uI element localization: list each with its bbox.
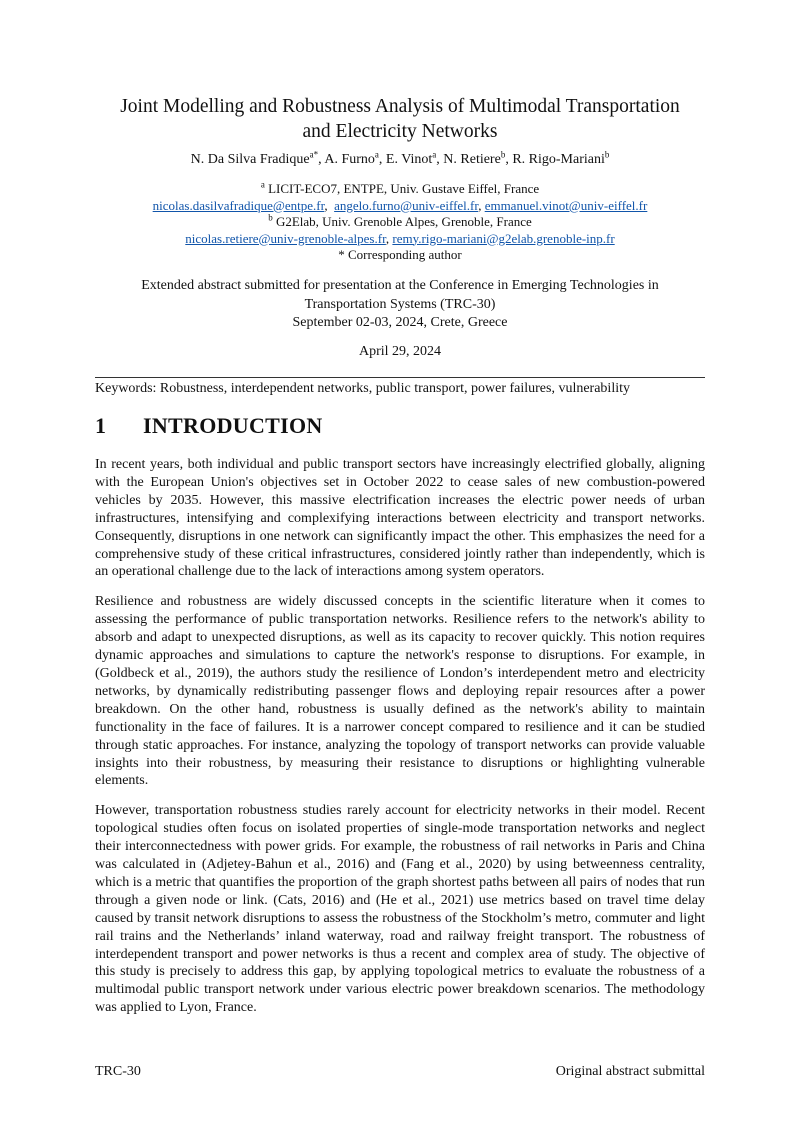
body-text: [95, 456, 705, 1029]
divider: [95, 377, 705, 378]
author: E. Vinot$^a$,: [385, 149, 444, 167]
affiliation-b-emails: nicolas.retiere@univ-grenoble-alpes.fr, remy.rigo-mariani@g2elab.grenoble-inp.fr: [185, 230, 615, 246]
email-link[interactable]: remy.rigo-mariani@g2elab.grenoble-inp.fr: [392, 230, 615, 246]
affiliations: [95, 181, 705, 264]
title-line-2: and Electricity Networks: [302, 121, 498, 142]
page-footer: [95, 1064, 705, 1080]
affiliation-a-emails: nicolas.dasilvafradique@entpe.fr, angelo.furno@univ-eiffel.fr, emmanuel.vinot@univ-eiffel.fr: [152, 197, 648, 213]
submission-line: Extended abstract submitted for presentation at the Conference in Emerging Technologies in: [141, 278, 659, 293]
author: R. Rigo-Mariani$^b$: [512, 149, 610, 167]
section-heading: [95, 413, 705, 439]
section-title: INTRODUCTION: [143, 413, 323, 438]
submission-line: September 02-03, 2024, Crete, Greece: [292, 315, 508, 330]
submission-line: Transportation Systems (TRC-30): [304, 296, 496, 312]
paragraph: However, transportation robustness studies rarely account for electricity networks in their model. Recent topological studies often focus on isolated properties of single-mode transportation networks and neglect their interconnectedness with power grids. For example, the robustness of rail networks in Paris and China was calculated in (Adjetey-Bahun et al., 2016) and (Fang et al., 2020) by using betweenness centrality, which is a metric that quantifies the proportion of the graph shortest paths between all pairs of nodes that run through a given node or link. (Cats, 2016) and (He et al., 2021) use metrics based on travel time delay caused by transit network disruptions to assess the robustness of the Stockholm’s metro, commuter and light rail trains and the Netherlands’ inland waterway, road and railway freight transport. The robustness of interdependent transport and power networks is thus a recent and complex area of study. The objective of this study is precisely to address this gap, by applying topological metrics to evaluate the robustness of a multimodal public transport network under various electric power breakdown scenarios. The methodology was applied to Lyon, France.: [95, 803, 706, 1016]
affiliation-b: $^b$ G2Elab, Univ. Grenoble Alpes, Grenoble, France: [268, 212, 532, 229]
section-number: 1: [95, 413, 107, 438]
submission-note: [95, 277, 705, 333]
footer-left: TRC-30: [95, 1064, 141, 1079]
email-link[interactable]: nicolas.dasilvafradique@entpe.fr: [152, 197, 325, 213]
footer-right: Original abstract submittal: [555, 1064, 705, 1079]
paragraph: Resilience and robustness are widely discussed concepts in the scientific literature when it comes to assessing the performance of public transportation networks. Resilience refers to the network's ability to absorb and adapt to unexpected disruptions, as well as its capacity to recover quickly. This notion requires dynamic approaches and simulations to capture the network's response to disruptions. For example, in (Goldbeck et al., 2019), the authors study the resilience of London’s interdependent metro and electricity networks, by dynamically redistributing passenger flows and deploying repair resources after a power breakdown. On the other hand, robustness is usually defined as the network's ability to maintain functionality in the face of failures. It is a narrower concept compared to resilience and it can be studied through static approaches. For instance, analyzing the topology of transport networks can provide valuable insights into their robustness, by measuring their resistance to disruptions or highlighting vulnerable elements.: [95, 594, 705, 789]
corresponding-author: * Corresponding author: [338, 247, 462, 262]
title-line-1: Joint Modelling and Robustness Analysis of Multimodal Transportation: [120, 96, 680, 117]
email-link[interactable]: nicolas.retiere@univ-grenoble-alpes.fr: [185, 230, 386, 246]
email-link[interactable]: emmanuel.vinot@univ-eiffel.fr: [484, 197, 648, 213]
author-list: [95, 151, 705, 169]
author: N. Retiere$^b$,: [443, 149, 513, 167]
keywords: Keywords: Robustness, interdependent networks, public transport, power failures, vulnerability: [95, 381, 630, 396]
affiliation-a: $^a$ LICIT-ECO7, ENTPE, Univ. Gustave Eiffel, France: [260, 179, 540, 196]
paper-date: April 29, 2024: [358, 344, 442, 359]
paper-title: [95, 94, 705, 144]
email-link[interactable]: angelo.furno@univ-eiffel.fr: [334, 197, 479, 213]
paragraph: In recent years, both individual and public transport sectors have increasingly electrified globally, aligning with the European Union's objectives set in October 2022 to cease sales of new combustion-powered vehicles by 2035. However, this massive electrification increases the electric power needs of urban infrastructures, intensifying and complexifying interactions between electricity and transport networks. Consequently, disruptions in one network can significantly impact the other. This emphasizes the need for a comprehensive study of these critical infrastructures, considered jointly rather than independently, which is an operational challenge due to the lack of interactions among system operators.: [95, 457, 705, 580]
author: N. Da Silva Fradique$^{a*}$,: [190, 149, 325, 167]
author: A. Furno$^a$,: [324, 149, 386, 167]
